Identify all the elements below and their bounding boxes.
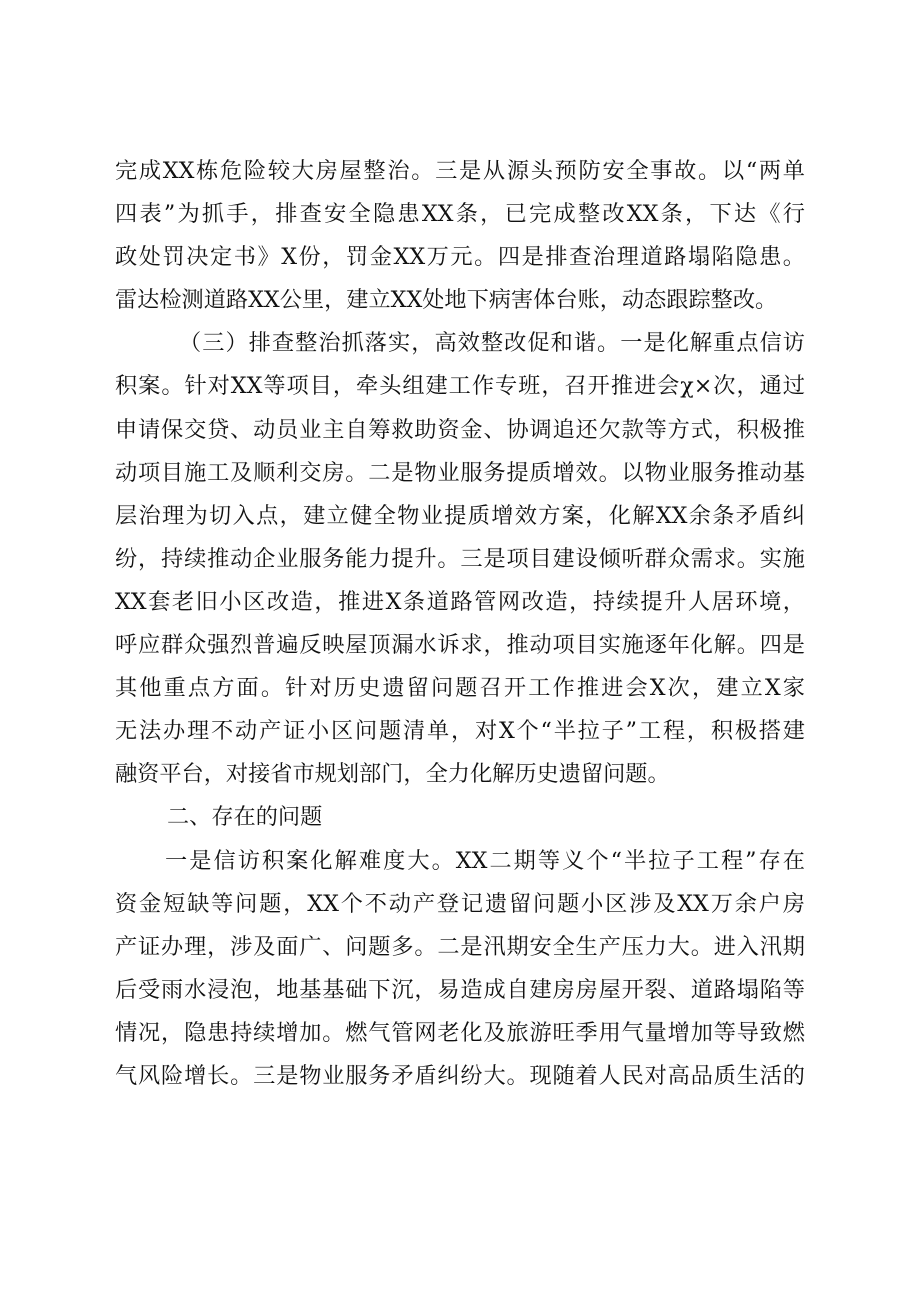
text-line: 层治理为切入点，建立健全物业提质增效方案，化解XX余条矛盾纠 (115, 502, 805, 529)
text-line: 纷，持续推动企业服务能力提升。三是项目建设倾听群众需求。实施 (115, 545, 805, 572)
text-line: 积案。针对XX等项目，牵头组建工作专班，召开推进会χ×次，通过 (115, 373, 805, 400)
text-line: 情况，隐患持续增加。燃气管网老化及旅游旺季用气量增加等导致燃 (115, 1019, 805, 1046)
text-line: 四表”为抓手，排查安全隐患XX条，已完成整改XX条，下达《行 (115, 201, 805, 228)
text-line: 一是信访积案化解难度大。XX二期等义个“半拉子工程”存在 (165, 847, 805, 874)
text-line: 雷达检测道路XX公里，建立XX处地下病害体台账，动态跟踪整改。 (115, 287, 778, 314)
text-line: （三）排查整治抓落实，高效整改促和谐。一是化解重点信访 (179, 330, 805, 357)
text-line: 其他重点方面。针对历史遗留问题召开工作推进会X次，建立X家 (115, 675, 805, 702)
document-body (115, 150, 805, 1098)
text-line: 申请保交贷、动员业主自筹救助资金、协调追还欠款等方式，积极推 (115, 416, 805, 443)
text-line: 政处罚决定书》X份，罚金XX万元。四是排查治理道路塌陷隐患。 (115, 244, 805, 271)
paragraph-safety-rectification (115, 150, 805, 322)
section-heading-existing-problems: 二、存在的问题 (167, 804, 323, 831)
paragraph-rectification-harmony (115, 322, 805, 796)
text-line: 气风险增长。三是物业服务矛盾纠纷大。现随着人民对高品质生活的 (115, 1062, 805, 1089)
text-line: 完成XX栋危险较大房屋整治。三是从源头预防安全事故。以“两单 (115, 158, 805, 184)
text-line: 无法办理不动产证小区问题清单，对X个“半拉子”工程，积极搭建 (115, 718, 805, 745)
text-line: 呼应群众强烈普遍反映屋顶漏水诉求，推动项目实施逐年化解。四是 (115, 632, 805, 659)
text-line: 资金短缺等问题，XX个不动产登记遗留问题小区涉及XX万余户房 (115, 890, 805, 917)
paragraph-existing-problems (115, 840, 805, 1099)
text-line: 融资平台，对接省市规划部门，全力化解历史遗留问题。 (115, 761, 670, 788)
text-line: 动项目施工及顺利交房。二是物业服务提质增效。以物业服务推动基 (115, 459, 805, 486)
text-line: 后受雨水浸泡，地基基础下沉，易造成自建房房屋开裂、道路塌陷等 (115, 976, 805, 1003)
text-line: XX套老旧小区改造，推进X条道路管网改造，持续提升人居环境， (115, 588, 805, 615)
text-line: 产证办理，涉及面广、问题多。二是汛期安全生产压力大。进入汛期 (115, 933, 805, 960)
